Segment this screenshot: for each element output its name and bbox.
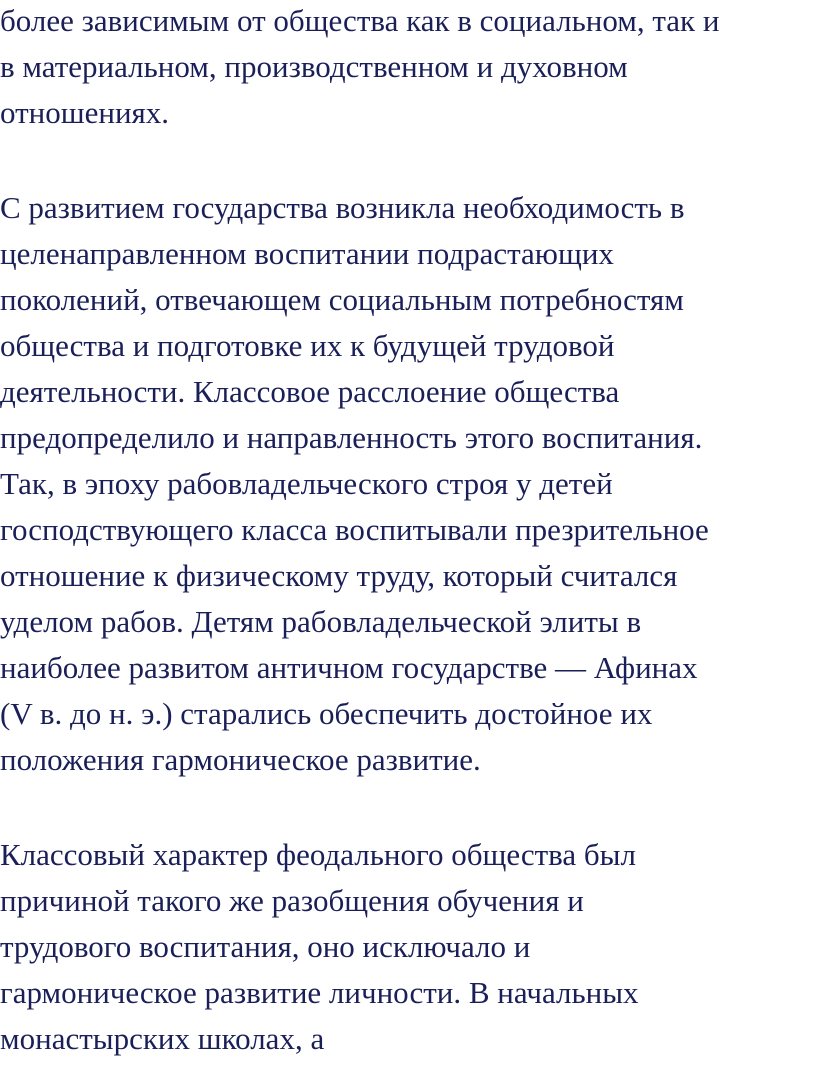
text-line: отношениях. (0, 95, 170, 130)
text-line: причиной такого же разобщения обучения и (0, 883, 584, 918)
text-line: господствующего класса воспитывали презрительное (0, 512, 709, 547)
text-line: более зависимым от общества как в социальном, так и (0, 3, 720, 38)
text-line: трудового воспитания, оно исключало и (0, 929, 531, 964)
text-line: Так, в эпоху рабовладельческого строя у детей (0, 466, 613, 501)
text-line: деятельности. Классовое расслоение общества (0, 374, 620, 409)
text-line: предопределило и направленность этого воспитания. (0, 420, 703, 455)
paragraph-2 (0, 185, 816, 783)
text-line: положения гармоническое развитие. (0, 742, 481, 777)
text-line: в материальном, производственном и духовном (0, 49, 628, 84)
text-line: общества и подготовке их к будущей трудовой (0, 328, 615, 363)
text-line: уделом рабов. Детям рабовладельческой элиты в (0, 604, 642, 639)
text-line: отношение к физическому труду, который считался (0, 558, 678, 593)
text-line: (V в. до н. э.) старались обеспечить достойное их (0, 696, 653, 731)
text-line: наиболее развитом античном государстве — Афинах (0, 650, 698, 685)
text-line: С развитием государства возникла необходимость в (0, 190, 685, 225)
paragraph-1 (0, 0, 816, 136)
paragraph-3 (0, 832, 816, 1062)
text-line: гармоническое развитие личности. В начальных (0, 975, 639, 1010)
text-line: монастырских школах, а (0, 1021, 325, 1056)
text-line: Классовый характер феодального общества был (0, 837, 636, 872)
text-line: поколений, отвечающем социальным потребностям (0, 282, 684, 317)
text-line: целенаправленном воспитании подрастающих (0, 236, 614, 271)
